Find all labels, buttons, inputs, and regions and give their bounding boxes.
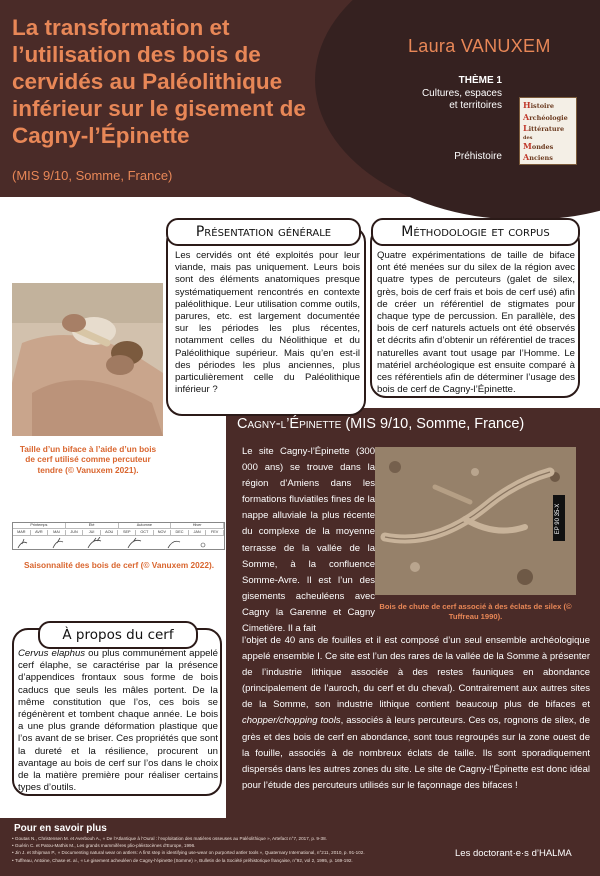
propos-text: Cervus elaphus ou plus communément appelé cerf élaphe, se caractérise par la présence d’appendices frontaux sous forme de bois caducs que seuls les mâles portent. De la même constitution que l’os, ces bois se régénèrent et tombent chaque année. Le bois a une plus grande déformation plastique que l’os avant de se briser. Ces propriétés que sont la dureté et la résilience, procurent un avantage au bois de cerf sur l’os dans le choix de la matière première pour réaliser certains types d’outils. [18,648,218,794]
methodologie-title: Méthodologie et corpus [371,218,580,246]
seasonality-caption: Saisonnalité des bois de cerf (© Vanuxem 2022). [23,560,215,570]
antler-photo-drawing [375,447,576,595]
halma-logo: Histoire Archéologie Littérature des Mondes Anciens [519,97,577,165]
cagny-title: Cagny-l’Épinette (MIS 9/10, Somme, France) [237,416,525,432]
season-label: Printemps [13,523,66,528]
antler-cycle-icons [13,537,224,550]
reference-item: • Goutas N., Christensen M. et Averbouh A., « De l’Atlantique à l’Oural : l’exploitation des matières osseuses au Paléolithique », Artefact n°7, 2017, p. 9-38. [12,835,430,842]
methodologie-text: Quatre expérimentations de taille de biface ont été menées sur du silex de la région avec quatre types de percuteurs (galet de silex, grès, bois de cerf frais et bois de cerf usé) afin de créer un référentiel de stigmates pour chaque type de percussion. En parallèle, des bois de cerf naturels actuels ont été observés et décrits afin d’obtenir un référentiel de traces naturelles avant tout usage par l’Homme. Le matériel archéologique est ensuite comparé à ces référentiels afin de déterminer l’usage des bois de cerf de Cagny-l’Épinette. [377,250,575,396]
antler-photo-caption: Bois de chute de cerf associé à des éclats de silex (© Tuffreau 1990). [379,602,572,622]
month-label: MAI [48,530,66,535]
footer-title: Pour en savoir plus [14,823,107,834]
cagny-text-left: Le site Cagny-l’Épinette (300 000 ans) se trouve dans la région d’Amiens dans les formations fluviatiles fines de la nappe alluviale la plus récente du complexe de la moyenne terrasse de la vallée de la Somme, à la confluence Somme-Avre. Il est l’un des gisements acheuléens avec Cagny la Garenne et Cagny Cimetière. Il a fait [242,446,375,635]
theme-line-2: et territoires [449,100,502,111]
references-list [12,835,430,864]
antler-photo [375,447,576,595]
presentation-text: Les cervidés ont été exploités pour leur viande, mais pas uniquement. Leurs bois sont des éléments anatomiques presque systématiquement rencontrés en contexte paléolithique. Leur utilisation comme outils, parures, etc. est largement documentée sur les périodes les plus récentes, notamment celles du Néolithique et du Paléolithique supérieur. Mais qu’en est-il des périodes les plus anciennes, plus particulièrement celle du Paléolithique inférieur ? [175,250,360,396]
scale-label: EP 90 35-X [555,503,561,535]
knapping-photo [12,283,163,436]
presentation-title: Présentation générale [166,218,361,246]
poster-title: La transformation et l’utilisation des bois de cervidés au Paléolithique inférieur sur le gisement de Cagny-l’Épinette [12,15,306,148]
footer-credit: Les doctorant·e·s d’HALMA [455,848,572,859]
month-label: JAN [189,530,207,535]
season-label: Hiver [171,523,224,528]
month-label: NOV [154,530,172,535]
reference-item: • Tuffreau, Antoine, Chase et. al., « Le gisement acheuléen de Cagny-l’épinette (Somme) », Bulletin de la Société préhistorique française, n°92, vol 2, 1995, p. 169-192. [12,857,430,864]
theme-block [380,75,502,113]
season-label: Été [66,523,119,528]
cagny-text-full: l’objet de 40 ans de fouilles et il est composé d’un seul ensemble archéologique appelé ensemble I. Ce site est l’un des rares de la vallée de la Somme à présenter de l’industrie lithique associée à des restes fauniques en abondance (principalement de l’auroch, du cerf et du cheval). Contrairement aux autres sites de la Somme, son industrie lithique contient beaucoup plus de bifaces et chopper/chopping tools, associés à leurs percuteurs. Ces os, rognons de silex, de grès et des bois de cerf en abondance, sont tous regroupés sur la zone ouest de la fouille, associés à de nombreux éclats de taille. Ils sont sporadiquement dispersés dans les autres zones du site. Le site de Cagny-l’Épinette est donc idéal pour l’étude des percuteurs utilisés sur le façonnage des bifaces ! [242,635,590,791]
header [0,0,600,197]
month-label: JUN [66,530,84,535]
reference-item: • Jin J. et Shipman P., « Documenting natural wear on antlers: A first step in identifying use-wear on purported antler tools », Quaternary International, n°211, 2010, p. 91-102. [12,849,430,856]
seasonality-figure [12,522,225,550]
author-name: Laura VANUXEM [408,36,551,56]
poster-subtitle: (MIS 9/10, Somme, France) [12,168,173,183]
month-label: AOU [101,530,119,535]
propos-title: À propos du cerf [38,621,198,649]
month-label: AVR [31,530,49,535]
month-label: MAR [13,530,31,535]
month-label: JUI [83,530,101,535]
season-label: Automne [119,523,172,528]
period-label: Préhistoire [454,151,502,162]
month-label: SEP [118,530,136,535]
reference-item: • Guérin C. et Patou-Mathis M., Les grands mammifères plio-pléistocènes d’Europe, 1996. [12,842,430,849]
month-label: OCT [136,530,154,535]
theme-line-1: Cultures, espaces [421,87,502,99]
species-name: Cervus elaphus [18,648,86,659]
theme-number: THÈME 1 [458,75,502,86]
knapping-photo-caption: Taille d’un biface à l’aide d’un bois de cerf utilisé comme percuteur tendre (© Vanuxem 2021). [19,444,157,475]
knapping-photo-drawing [12,283,163,436]
month-label: FEV [206,530,224,535]
month-label: DEC [171,530,189,535]
